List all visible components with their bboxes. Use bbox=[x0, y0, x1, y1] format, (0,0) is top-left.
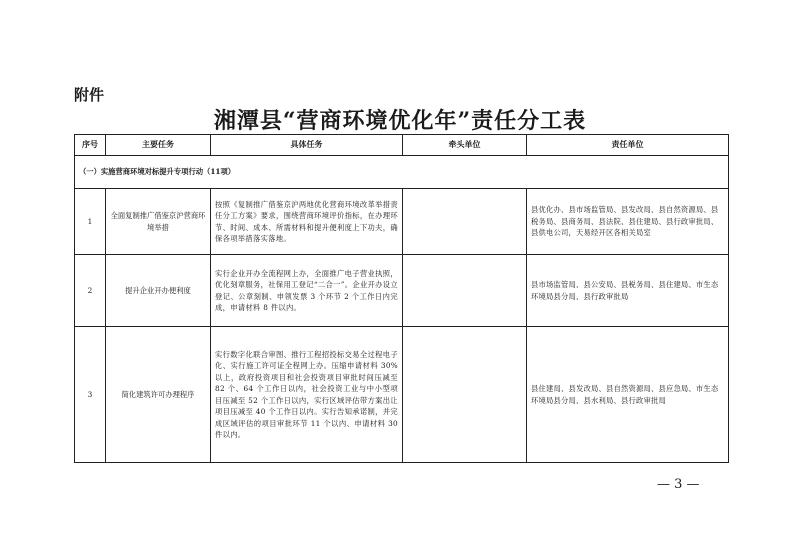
row-detail: 按照《复制推广借鉴京沪两地优化营商环境改革举措责任分工方案》要求，围绕营商环境评价指标，在办理环节、时间、成本、所需材料和提升便利度上下功夫，确保各项举措落实落地。 bbox=[211, 189, 403, 255]
row-number: 1 bbox=[75, 189, 106, 255]
row-task: 全面复制推广借鉴京沪营商环境举措 bbox=[106, 189, 211, 255]
row-lead bbox=[403, 189, 527, 255]
table-row bbox=[75, 189, 729, 255]
table-header-row bbox=[75, 135, 729, 156]
responsibility-table bbox=[74, 134, 729, 463]
row-task: 提升企业开办便利度 bbox=[106, 255, 211, 327]
section-row bbox=[75, 156, 729, 189]
section-heading: （一）实施营商环境对标提升专项行动（11项） bbox=[75, 156, 729, 189]
page-number: — 3 — bbox=[657, 477, 700, 492]
column-header-lead: 牵头单位 bbox=[403, 135, 527, 156]
column-header-detail: 具体任务 bbox=[211, 135, 403, 156]
column-header-no: 序号 bbox=[75, 135, 106, 156]
row-number: 3 bbox=[75, 327, 106, 463]
document-title: 湘潭县“营商环境优化年”责任分工表 bbox=[213, 108, 587, 134]
row-task: 简化建筑许可办理程序 bbox=[106, 327, 211, 463]
row-lead bbox=[403, 327, 527, 463]
column-header-responsible: 责任单位 bbox=[527, 135, 729, 156]
row-lead bbox=[403, 255, 527, 327]
row-responsible: 县住建局、县发改局、县自然资源局、县应急局、市生态环境局县分局、县水利局、县行政审批局 bbox=[527, 327, 729, 463]
row-detail: 实行数字化联合审图、推行工程招投标交易全过程电子化、实行施工许可证全程网上办。压缩申请材料 30%以上，政府投资项目和社会投资项目审批时间压减至 82 个、64 个工作日以内，社会投资工业与中小型项目压减至 52 个工作日以内，实行区域评估带方案出让项目压减至 40 个工作日以内。实行告知承诺制，并完成区域评估的项目审批环节 11 个以内、申请材料 30 件以内。 bbox=[211, 327, 403, 463]
row-responsible: 县市场监管局、县公安局、县税务局、县住建局、市生态环境局县分局、县行政审批局 bbox=[527, 255, 729, 327]
row-number: 2 bbox=[75, 255, 106, 327]
column-header-task: 主要任务 bbox=[106, 135, 211, 156]
attachment-label: 附件 bbox=[74, 86, 105, 104]
table-row bbox=[75, 327, 729, 463]
row-detail: 实行企业开办全流程网上办，全面推广电子营业执照，优化刻章服务，社保用工登记“二合一”。企业开办设立登记、公章刻制、申领发票 3 个环节 2 个工作日内完成，申请材料 8 件以内。 bbox=[211, 255, 403, 327]
table-row bbox=[75, 255, 729, 327]
row-responsible: 县优化办、县市场监管局、县发改局、县自然资源局、县税务局、县商务局、县法院、县住建局、县行政审批局、县供电公司，天易经开区各相关局室 bbox=[527, 189, 729, 255]
